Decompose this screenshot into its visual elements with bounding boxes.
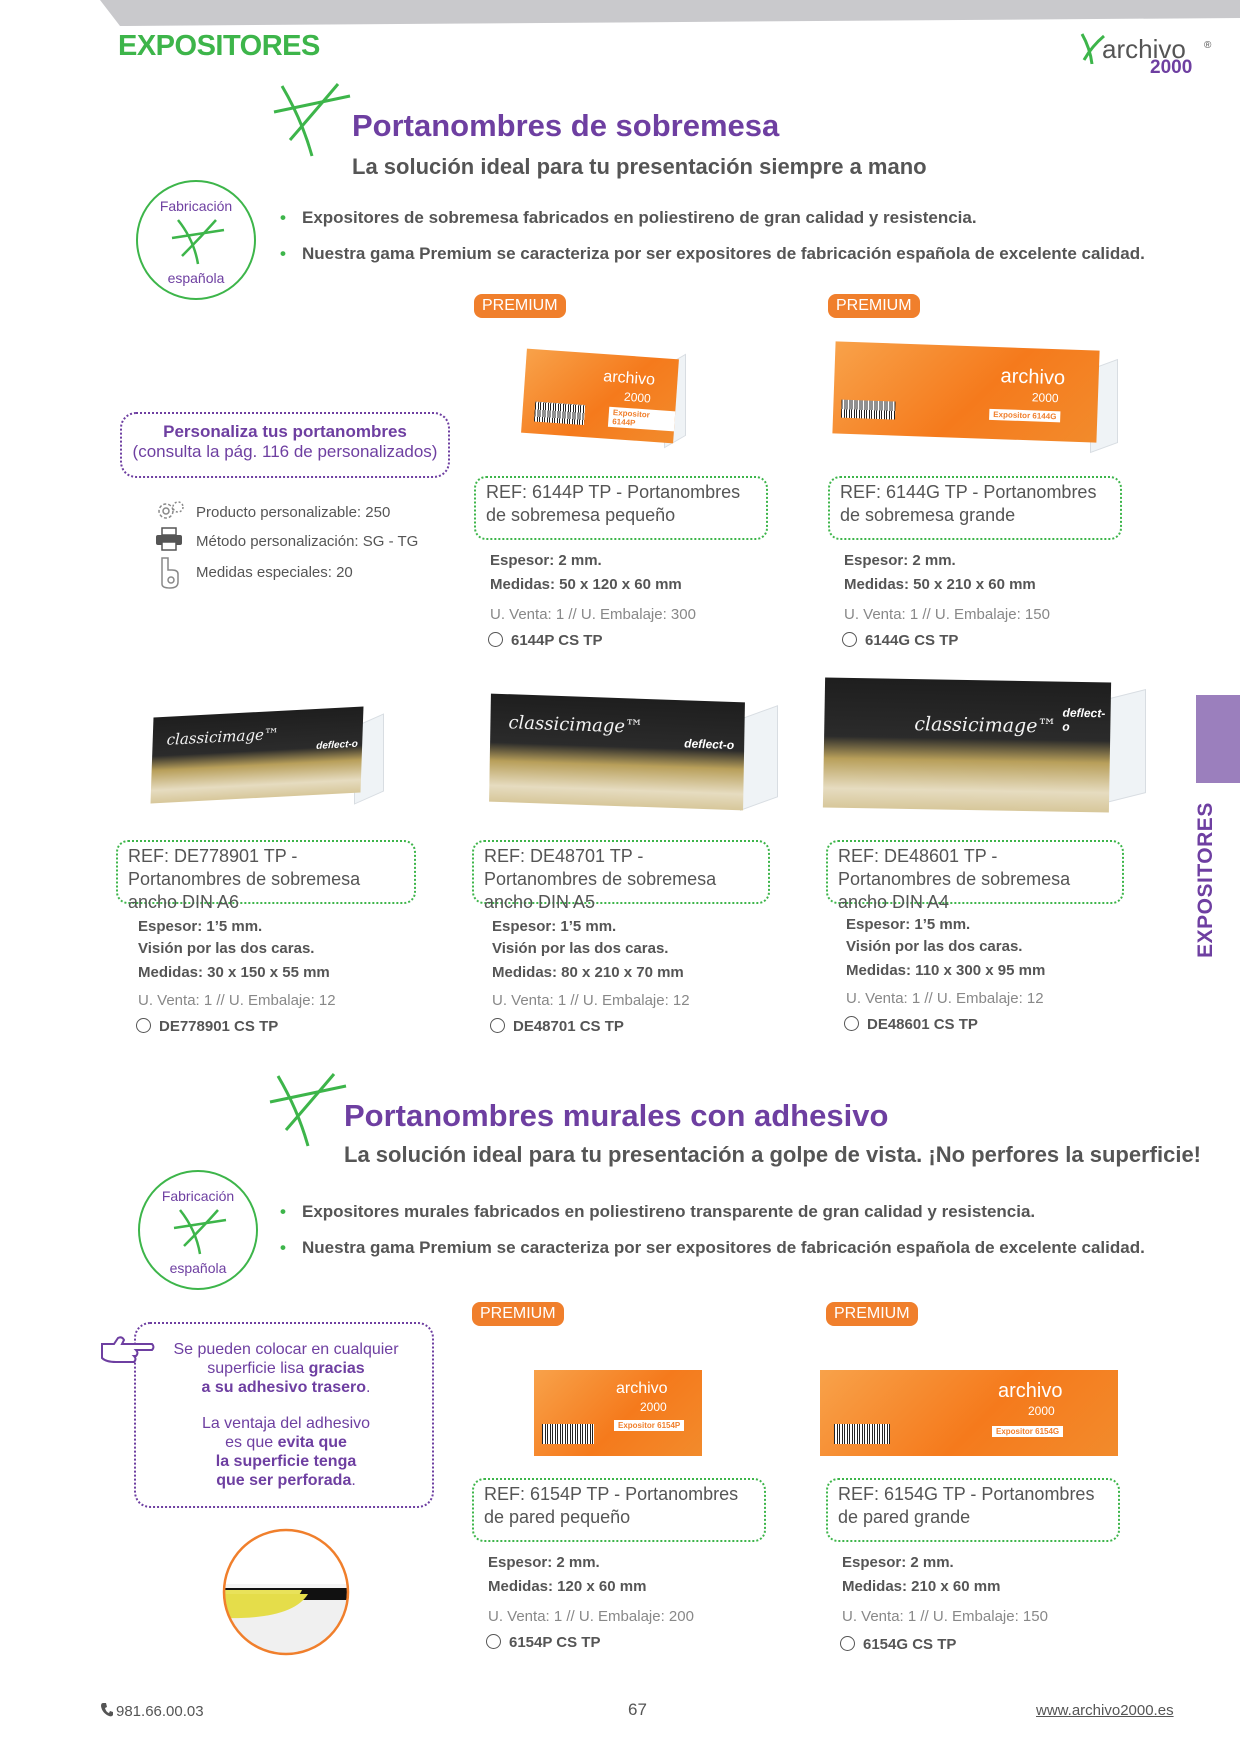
section1-subtitle: La solución ideal para tu presentación siempre a mano [352, 154, 927, 179]
spec-units: U. Venta: 1 // U. Embalaje: 150 [844, 606, 1050, 623]
product-ref-DE48601: REF: DE48601 TP - Portanombres de sobremesa ancho DIN A4 [826, 840, 1124, 904]
premium-badge: PREMIUM [474, 294, 566, 318]
section1-bullet-1: • Expositores de sobremesa fabricados en poliestireno de gran calidad y resistencia. [302, 208, 977, 228]
section2-title: Portanombres murales con adhesivo [344, 1098, 889, 1133]
phone-icon [100, 1702, 114, 1718]
adhesive-detail-image [222, 1528, 350, 1656]
spec-measures: Medidas: 50 x 120 x 60 mm [490, 576, 682, 593]
gear-icon [154, 498, 186, 524]
spec-thickness: Espesor: 2 mm. [488, 1554, 600, 1571]
spec-units: U. Venta: 1 // U. Embalaje: 300 [490, 606, 696, 623]
ruler-icon [158, 556, 182, 590]
product-ref-DE48701: REF: DE48701 TP - Portanombres de sobremesa ancho DIN A5 [472, 840, 770, 904]
badge-bottom-text: española [167, 270, 225, 286]
spec-units: U. Venta: 1 // U. Embalaje: 12 [492, 992, 690, 1009]
feature-method: Método personalización: SG - TG [196, 533, 419, 550]
adhesive-text-2: La ventaja del adhesivo es que evita que la superficie tenga que ser perforada. [201, 1415, 371, 1489]
premium-badge: PREMIUM [472, 1302, 564, 1326]
spec-units: U. Venta: 1 // U. Embalaje: 200 [488, 1608, 694, 1625]
spec-thickness: Espesor: 2 mm. [844, 552, 956, 569]
spec-measures: Medidas: 50 x 210 x 60 mm [844, 576, 1036, 593]
spec-measures: Medidas: 30 x 150 x 55 mm [138, 964, 330, 981]
badge-x-icon [170, 1206, 230, 1256]
premium-badge: PREMIUM [828, 294, 920, 318]
badge-top-text: Fabricación [161, 1188, 235, 1204]
spec-thickness: Espesor: 2 mm. [490, 552, 602, 569]
spec-vision: Visión por las dos caras. [492, 940, 669, 957]
section1-title: Portanombres de sobremesa [352, 108, 780, 143]
badge-bottom-text: española [169, 1260, 227, 1276]
adhesive-text-1: Se pueden colocar en cualquier superficie lisa gracias a su adhesivo trasero. [173, 1341, 399, 1396]
product-image-DE48601: classicimage™ deflect-o [822, 676, 1152, 822]
pointing-hand-icon [100, 1334, 156, 1366]
feature-special: Medidas especiales: 20 [196, 564, 353, 581]
product-code-DE48601[interactable]: DE48601 CS TP [844, 1016, 978, 1033]
customize-box[interactable] [120, 412, 450, 478]
spec-units: U. Venta: 1 // U. Embalaje: 12 [846, 990, 1044, 1007]
spec-measures: Medidas: 110 x 300 x 95 mm [846, 962, 1046, 979]
select-circle-icon[interactable] [842, 632, 857, 647]
side-tab-label: EXPOSITORES [1194, 802, 1217, 958]
spec-thickness: Espesor: 1’5 mm. [492, 918, 617, 935]
logo-word: archivo [1102, 34, 1186, 64]
brand-logo[interactable] [1078, 30, 1218, 82]
product-image-DE778901: classicimage™ deflect-o [148, 706, 388, 810]
product-ref-6154G: REF: 6154G TP - Portanombres de pared grande [826, 1478, 1120, 1542]
spec-units: U. Venta: 1 // U. Embalaje: 12 [138, 992, 336, 1009]
side-tab-block [1196, 695, 1240, 783]
select-circle-icon[interactable] [490, 1018, 505, 1033]
product-ref-6144G: REF: 6144G TP - Portanombres de sobremesa grande [828, 476, 1122, 540]
product-code-6144P[interactable]: 6144P CS TP [488, 632, 602, 649]
select-circle-icon[interactable] [488, 632, 503, 647]
premium-badge: PREMIUM [826, 1302, 918, 1326]
feature-customizable: Producto personalizable: 250 [196, 504, 391, 521]
product-ref-DE778901: REF: DE778901 TP - Portanombres de sobremesa ancho DIN A6 [116, 840, 416, 904]
made-in-spain-badge [138, 1170, 258, 1290]
made-in-spain-badge [136, 180, 256, 300]
section-x-icon [272, 80, 352, 160]
product-image-DE48701: classicimage™ deflect-o [486, 692, 782, 818]
customize-title: Personaliza tus portanombres [163, 422, 407, 441]
product-ref-6144P: REF: 6144P TP - Portanombres de sobremesa pequeño [474, 476, 768, 540]
top-banner [0, 0, 1240, 28]
product-image-6154G: archivo 2000 Expositor 6154G [820, 1370, 1118, 1456]
select-circle-icon[interactable] [136, 1018, 151, 1033]
product-code-DE48701[interactable]: DE48701 CS TP [490, 1018, 624, 1035]
select-circle-icon[interactable] [840, 1636, 855, 1651]
section2-bullet-2: • Nuestra gama Premium se caracteriza por ser expositores de fabricación española de excelente calidad. [302, 1238, 1145, 1258]
badge-x-icon [168, 216, 228, 266]
customize-text: (consulta la pág. 116 de personalizados) [132, 442, 438, 461]
product-image-6144P: archivo 2000 Expositor 6144P [514, 346, 690, 454]
product-code-6154G[interactable]: 6154G CS TP [840, 1636, 956, 1653]
product-ref-6154P: REF: 6154P TP - Portanombres de pared pequeño [472, 1478, 766, 1542]
spec-vision: Visión por las dos caras. [138, 940, 315, 957]
logo-registered: ® [1204, 40, 1212, 51]
page-number: 67 [628, 1700, 647, 1719]
product-code-6144G[interactable]: 6144G CS TP [842, 632, 958, 649]
spec-thickness: Espesor: 2 mm. [842, 1554, 954, 1571]
product-code-6154P[interactable]: 6154P CS TP [486, 1634, 600, 1651]
section-x-icon [268, 1070, 348, 1150]
section2-bullet-1: • Expositores murales fabricados en poliestireno transparente de gran calidad y resistencia. [302, 1202, 1035, 1222]
footer-website-link[interactable]: www.archivo2000.es [1036, 1702, 1174, 1719]
spec-thickness: Espesor: 1’5 mm. [846, 916, 971, 933]
section2-subtitle: La solución ideal para tu presentación a golpe de vista. ¡No perfores la superficie! [344, 1142, 1202, 1167]
select-circle-icon[interactable] [844, 1016, 859, 1031]
product-image-6144G: archivo 2000 Expositor 6144G [830, 342, 1130, 458]
footer-phone[interactable]: 981.66.00.03 [100, 1702, 204, 1720]
select-circle-icon[interactable] [486, 1634, 501, 1649]
product-image-6154P: archivo 2000 Expositor 6154P [534, 1370, 702, 1456]
printer-icon [154, 526, 184, 552]
spec-measures: Medidas: 210 x 60 mm [842, 1578, 1001, 1595]
spec-measures: Medidas: 120 x 60 mm [488, 1578, 647, 1595]
spec-vision: Visión por las dos caras. [846, 938, 1023, 955]
section-tag: EXPOSITORES [118, 30, 320, 62]
section1-bullet-2: • Nuestra gama Premium se caracteriza por ser expositores de fabricación española de excelente calidad. [302, 244, 1145, 264]
spec-measures: Medidas: 80 x 210 x 70 mm [492, 964, 684, 981]
spec-thickness: Espesor: 1’5 mm. [138, 918, 263, 935]
spec-units: U. Venta: 1 // U. Embalaje: 150 [842, 1608, 1048, 1625]
logo-year: 2000 [1150, 57, 1193, 78]
badge-top-text: Fabricación [159, 198, 233, 214]
product-code-DE778901[interactable]: DE778901 CS TP [136, 1018, 278, 1035]
